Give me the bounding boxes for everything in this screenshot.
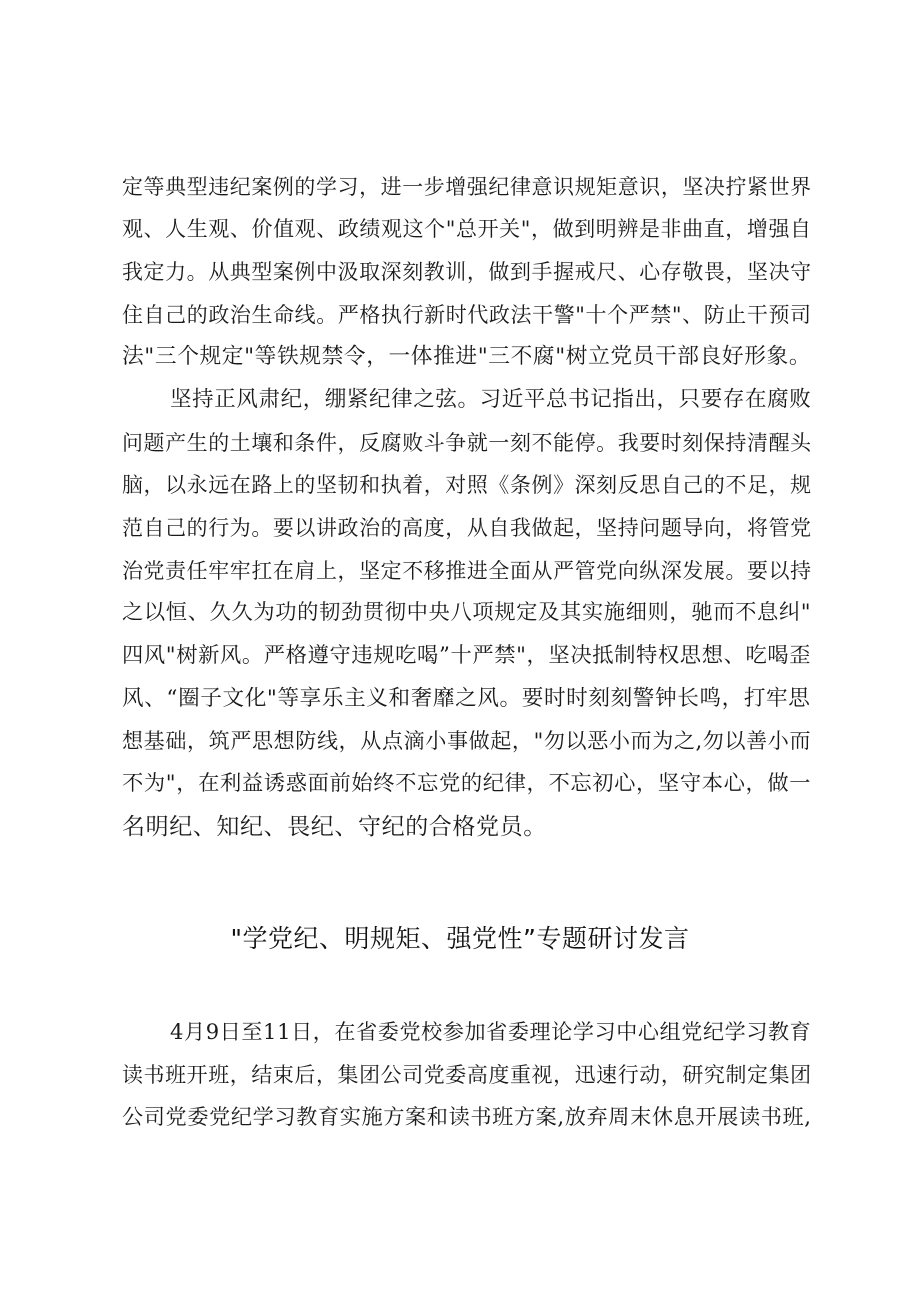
paragraph-line: 4月9日至11日，在省委党校参加省委理论学习中心组党纪学习教育 [170, 1019, 812, 1044]
paragraph-line: 范自己的行为。要以讲政治的高度，从自我做起，坚持问题导向，将管党 [122, 516, 812, 540]
paragraph-line: 法"三个规定"等铁规禁令，一体推进"三不腐"树立党员干部良好形象。 [122, 344, 812, 369]
paragraph-line: 脑，以永远在路上的坚韧和执着，对照《条例》深刻反思自己的不足，规 [122, 473, 812, 497]
paragraph-line: 观、人生观、价值观、政绩观这个"总开关"，做到明辨是非曲直，增强自 [122, 217, 812, 241]
paragraph-line: 住自己的政治生命线。严格执行新时代政法干警"十个严禁"、防止干预司 [122, 303, 812, 327]
paragraph-line: 坚持正风肃纪，绷紧纪律之弦。习近平总书记指出，只要存在腐败 [170, 387, 812, 412]
paragraph-line: 我定力。从典型案例中汲取深刻教训，做到手握戒尺、心存敬畏，坚决守 [122, 260, 812, 284]
paragraph-line: 治党责任牢牢扛在肩上，坚定不移推进全面从严管党向纵深发展。要以持 [122, 559, 812, 583]
paragraph-line: 想基础，筑严思想防线，从点滴小事做起，"勿以恶小而为之,勿以善小而 [122, 728, 812, 753]
paragraph-line: 不为"，在利益诱惑面前始终不忘党的纪律，不忘初心，坚守本心，做一 [122, 771, 812, 796]
section-heading: "学党纪、明规矩、强党性”专题研讨发言 [230, 924, 690, 953]
paragraph-line: 风、“圈子文化"等享乐主义和奢靡之风。要时时刻刻警钟长鸣，打牢思 [122, 686, 811, 711]
paragraph-line: 公司党委党纪学习教育实施方案和读书班方案,放弃周末休息开展读书班, [122, 1104, 812, 1129]
paragraph-line: 名明纪、知纪、畏纪、守纪的合格党员。 [122, 814, 547, 840]
paragraph-line: 问题产生的土壤和条件，反腐败斗争就一刻不能停。我要时刻保持清醒头 [122, 431, 812, 455]
paragraph-line: 之以恒、久久为功的韧劲贯彻中央八项规定及其实施细则，驰而不息纠" [122, 600, 812, 625]
paragraph-line: 四风"树新风。严格遵守违规吃喝”十严禁"，坚决抵制特权思想、吃喝歪 [122, 643, 812, 668]
paragraph-line: 定等典型违纪案例的学习，进一步增强纪律意识规矩意识，坚决拧紧世界 [122, 175, 812, 199]
paragraph-line: 读书班开班，结束后，集团公司党委高度重视，迅速行动，研究制定集团 [122, 1063, 812, 1087]
